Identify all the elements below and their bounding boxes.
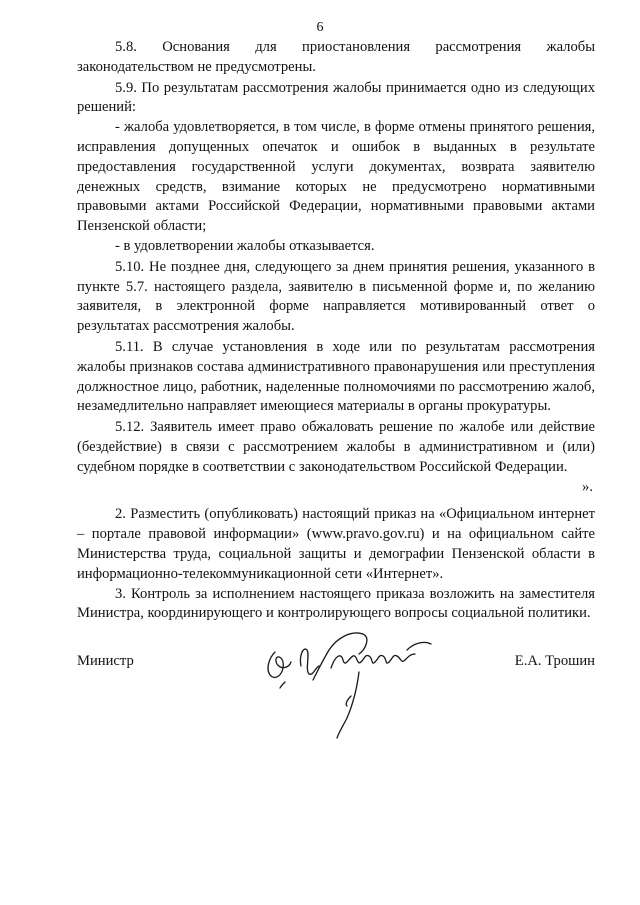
order-item-2: 2. Разместить (опубликовать) настоящий приказ на «Официальном интернет – портале правовой информации» (www.pravo.gov.ru) и на официальном сайте Министерства труда, социальной защиты и демографии Пензенской области в информационно-телекоммуникационной сети «Интернет». xyxy=(77,506,595,582)
paragraph-decision-refused: - в удовлетворении жалобы отказывается. xyxy=(115,237,375,254)
paragraph-5-8: 5.8. Основания для приостановления рассмотрения жалобы законодательством не предусмотрены. xyxy=(77,39,595,75)
page-number: 6 xyxy=(316,20,324,35)
paragraph-5-9: 5.9. По результатам рассмотрения жалобы принимается одно из следующих решений: xyxy=(77,79,595,116)
paragraph-5-11: 5.11. В случае установления в ходе или по результатам рассмотрения жалобы признаков состава административного правонарушения или преступления должностное лицо, работник, наделенные полномочиями по рассмотрению жалоб, незамедлительно направляет имеющиеся материалы в органы прокуратуры. xyxy=(77,338,595,415)
signatory-title: Министр xyxy=(77,653,134,669)
order-item-3: 3. Контроль за исполнением настоящего приказа возложить на заместителя Министра, координирующего и контролирующего вопросы социальной политики. xyxy=(77,585,595,622)
signatory-name: Е.А. Трошин xyxy=(514,653,595,669)
paragraph-5-12: 5.12. Заявитель имеет право обжаловать решение по жалобе или действие (бездействие) в связи с рассмотрением жалобы в административном и (или) судебном порядке в соответствии с законодательством Российской Федерации. xyxy=(77,419,595,475)
handwritten-signature xyxy=(255,610,445,745)
document-body xyxy=(77,38,595,624)
paragraph-decision-satisfied: - жалоба удовлетворяется, в том числе, в форме отмены принятого решения, исправления допущенных опечаток и ошибок в выданных в результате предоставления государственной услуги документах, возврата заявителю денежных средств, взимание которых не предусмотрено нормативными правовыми актами Российской Федерации, нормативными правовыми актами Пензенской области; xyxy=(77,119,595,235)
paragraph-5-10: 5.10. Не позднее дня, следующего за днем принятия решения, указанного в пункте 5.7. настоящего раздела, заявителю в письменной форме и, по желанию заявителя, в электронной форме направляется мотивированный ответ о результатах рассмотрения жалобы. xyxy=(77,258,595,335)
closing-quote: ». xyxy=(582,478,593,495)
